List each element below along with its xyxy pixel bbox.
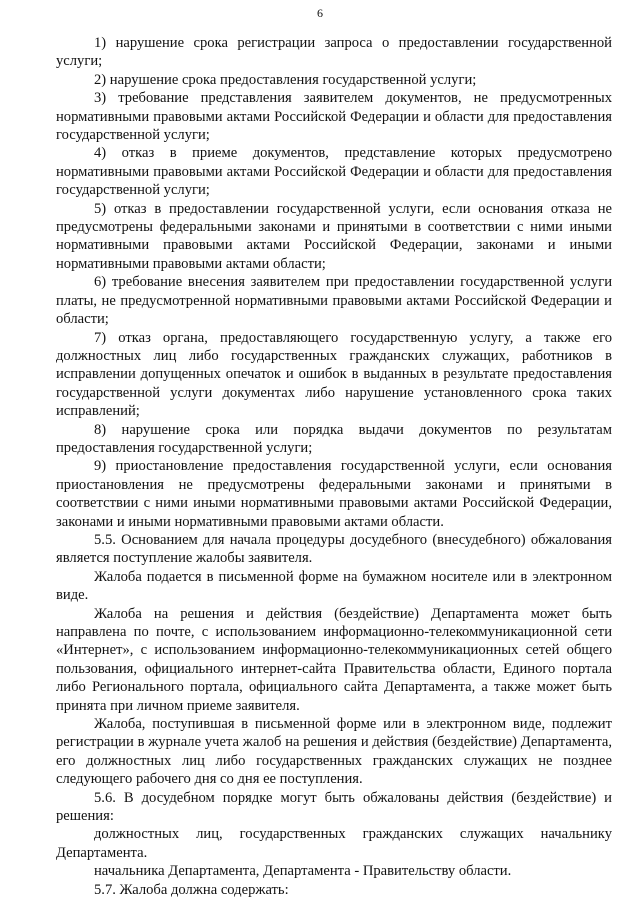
- paragraph-5-6: 5.6. В досудебном порядке могут быть обжалованы действия (бездействие) и решения:: [56, 789, 612, 825]
- paragraph-item-8: 8) нарушение срока или порядка выдачи документов по результатам предоставления государственной услуги;: [56, 421, 612, 456]
- paragraph-item-3: 3) требование представления заявителем документов, не предусмотренных нормативными правовыми актами Российской Федерации и области для предоставления государственной услуги;: [56, 90, 612, 144]
- paragraph-5-5: 5.5. Основанием для начала процедуры досудебного (внесудебного) обжалования является поступление жалобы заявителя.: [56, 531, 612, 567]
- paragraph-head: начальника Департамента, Департамента - Правительству области.: [94, 863, 512, 880]
- paragraph-item-4: 4) отказ в приеме документов, представление которых предусмотрено нормативными правовыми актами Российской Федерации и области для предоставления государственной услуги;: [56, 145, 612, 199]
- paragraph-complaint-channels: Жалоба на решения и действия (бездействие) Департамента может быть направлена по почте, с использованием информационно-телекоммуникационной сети «Интернет», с использованием информационно-телекоммуникационных сетей общего пользования, официального интернет-сайта Правительства области, Единого портала либо Регионального портала, официального сайта Департамента, а также может быть принята при личном приеме заявителя.: [56, 605, 612, 714]
- paragraph-item-1: 1) нарушение срока регистрации запроса о предоставлении государственной услуги;: [56, 35, 612, 70]
- paragraph-officials: должностных лиц, государственных гражданских служащих начальнику Департамента.: [56, 826, 612, 861]
- paragraph-item-5: 5) отказ в предоставлении государственной услуги, если основания отказа не предусмотрены федеральными законами и принятыми в соответствии с ними иными нормативными правовыми актами Российской Федерации, законами и иными нормативными правовыми актами области;: [56, 200, 612, 272]
- paragraph-item-2: 2) нарушение срока предоставления государственной услуги;: [94, 71, 477, 88]
- paragraph-item-6: 6) требование внесения заявителем при предоставлении государственной услуги платы, не предусмотренной нормативными правовыми актами Российской Федерации и области;: [56, 274, 612, 328]
- paragraph-item-7: 7) отказ органа, предоставляющего государственную услугу, а также его должностных лиц либо государственных гражданских служащих, работников в исправлении допущенных опечаток и ошибок в выданных в результате предоставления государственной услуги документах либо нарушение установленного срока таких исправлений;: [56, 329, 612, 420]
- document-body: [56, 34, 612, 899]
- paragraph-complaint-form: Жалоба подается в письменной форме на бумажном носителе или в электронном виде.: [56, 568, 612, 604]
- paragraph-complaint-registration: Жалоба, поступившая в письменной форме или в электронном виде, подлежит регистрации в журнале учета жалоб на решения и действия (бездействие) Департамента, его должностных лиц либо государственных гражданских служащих не позднее следующего рабочего дня со дня ее поступления.: [56, 716, 612, 788]
- paragraph-item-9: 9) приостановление предоставления государственной услуги, если основания приостановления не предусмотрены федеральными законами и принятыми в соответствии с ними иными нормативными правовыми актами Российской Федерации, законами и иными нормативными правовыми актами области.: [56, 458, 612, 530]
- page-number: 6: [317, 6, 323, 20]
- paragraph-5-7: 5.7. Жалоба должна содержать:: [94, 881, 289, 898]
